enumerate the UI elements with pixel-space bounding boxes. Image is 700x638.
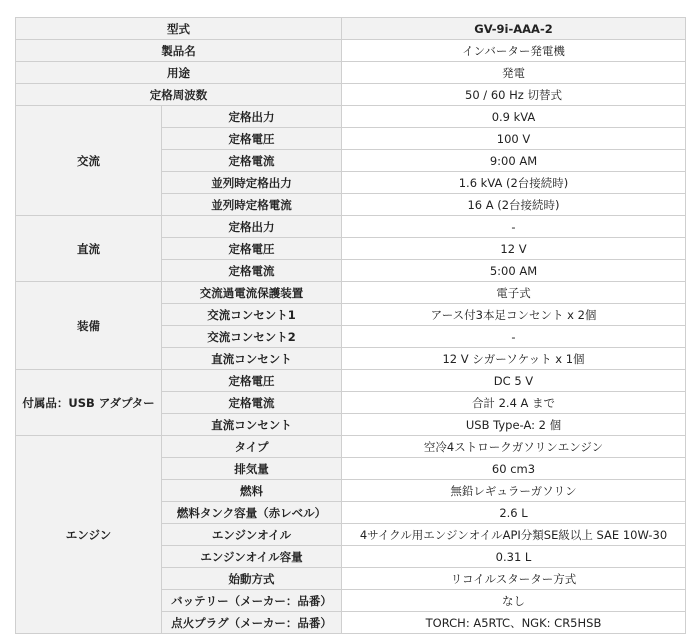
row-value: 12 V シガーソケット x 1個 xyxy=(342,348,686,370)
row-label: 定格電流 xyxy=(162,150,342,172)
row-value: インバーター発電機 xyxy=(342,40,686,62)
group-label: 交流 xyxy=(16,106,162,216)
table-row xyxy=(16,84,686,106)
row-label: 定格電圧 xyxy=(162,238,342,260)
table-row xyxy=(16,40,686,62)
row-label: 用途 xyxy=(16,62,342,84)
row-label: 交流コンセント2 xyxy=(162,326,342,348)
row-label: 定格周波数 xyxy=(16,84,342,106)
row-label: 点火プラグ（メーカー：品番） xyxy=(162,612,342,634)
row-value: 1.6 kVA (2台接続時) xyxy=(342,172,686,194)
row-value: 9:00 AM xyxy=(342,150,686,172)
row-value: 60 cm3 xyxy=(342,458,686,480)
row-value: 0.31 L xyxy=(342,546,686,568)
row-value: - xyxy=(342,326,686,348)
row-label: 燃料タンク容量（赤レベル） xyxy=(162,502,342,524)
row-value: 100 V xyxy=(342,128,686,150)
row-label: 燃料 xyxy=(162,480,342,502)
row-value: 50 / 60 Hz 切替式 xyxy=(342,84,686,106)
row-label: 並列時定格出力 xyxy=(162,172,342,194)
row-value: 発電 xyxy=(342,62,686,84)
row-label: 定格電圧 xyxy=(162,128,342,150)
row-value: 無鉛レギュラーガソリン xyxy=(342,480,686,502)
row-label: 排気量 xyxy=(162,458,342,480)
group-label: 付属品：USB アダプター xyxy=(16,370,162,436)
row-label: エンジンオイル容量 xyxy=(162,546,342,568)
group-label: エンジン xyxy=(16,436,162,634)
row-label: タイプ xyxy=(162,436,342,458)
table-row xyxy=(16,282,686,304)
row-label: 定格電圧 xyxy=(162,370,342,392)
table-row xyxy=(16,18,686,40)
table-row xyxy=(16,436,686,458)
row-label: バッテリー（メーカー：品番） xyxy=(162,590,342,612)
row-value: 5:00 AM xyxy=(342,260,686,282)
row-value: 2.6 L xyxy=(342,502,686,524)
row-label: 交流コンセント1 xyxy=(162,304,342,326)
row-label: 定格電流 xyxy=(162,260,342,282)
row-value: 空冷4ストロークガソリンエンジン xyxy=(342,436,686,458)
row-value: 16 A (2台接続時) xyxy=(342,194,686,216)
table-row xyxy=(16,370,686,392)
table-row xyxy=(16,216,686,238)
row-label: 定格出力 xyxy=(162,216,342,238)
row-label: 並列時定格電流 xyxy=(162,194,342,216)
row-value: リコイルスターター方式 xyxy=(342,568,686,590)
model-value: GV-9i-AAA-2 xyxy=(342,18,686,40)
row-label: 定格電流 xyxy=(162,392,342,414)
table-row xyxy=(16,106,686,128)
spec-sheet xyxy=(15,17,685,634)
row-value: 合計 2.4 A まで xyxy=(342,392,686,414)
group-label: 装備 xyxy=(16,282,162,370)
row-label: 直流コンセント xyxy=(162,414,342,436)
row-label: 交流過電流保護装置 xyxy=(162,282,342,304)
row-label: 始動方式 xyxy=(162,568,342,590)
row-value: 0.9 kVA xyxy=(342,106,686,128)
row-value: USB Type-A: 2 個 xyxy=(342,414,686,436)
row-value: アース付3本足コンセント x 2個 xyxy=(342,304,686,326)
row-label: エンジンオイル xyxy=(162,524,342,546)
row-label: 製品名 xyxy=(16,40,342,62)
model-label: 型式 xyxy=(16,18,342,40)
row-value: DC 5 V xyxy=(342,370,686,392)
row-value: 電子式 xyxy=(342,282,686,304)
row-value: なし xyxy=(342,590,686,612)
row-value: 4サイクル用エンジンオイルAPI分類SE級以上 SAE 10W-30 xyxy=(342,524,686,546)
table-row xyxy=(16,62,686,84)
row-value: 12 V xyxy=(342,238,686,260)
group-label: 直流 xyxy=(16,216,162,282)
row-value: TORCH: A5RTC、NGK: CR5HSB xyxy=(342,612,686,634)
row-label: 直流コンセント xyxy=(162,348,342,370)
spec-table xyxy=(15,17,686,634)
row-value: - xyxy=(342,216,686,238)
row-label: 定格出力 xyxy=(162,106,342,128)
